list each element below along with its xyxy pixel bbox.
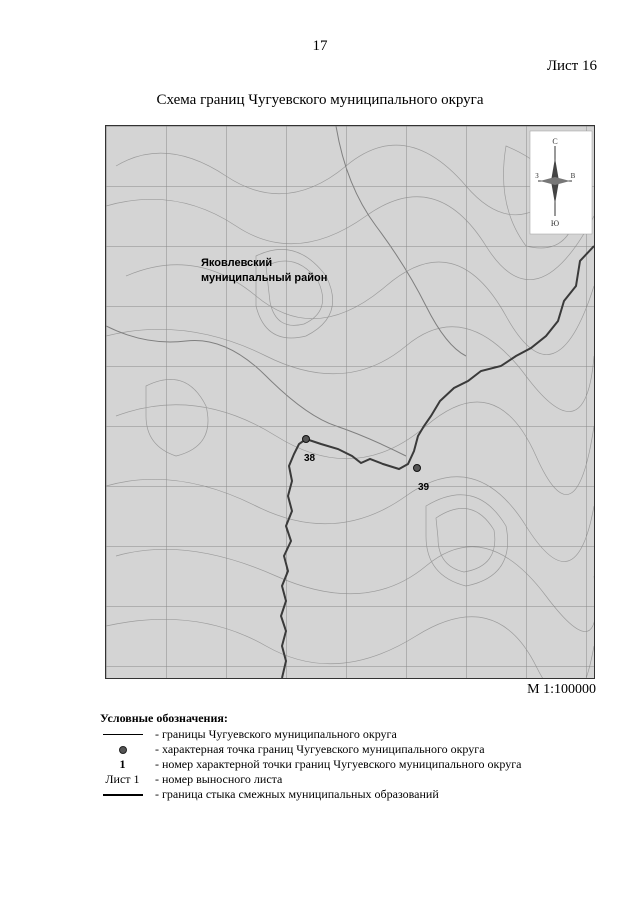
district-label-line1: Яковлевский [201,257,273,269]
legend-item [100,772,600,787]
legend-text: - границы Чугуевского муниципального округа [155,727,397,741]
point-label-39: 39 [418,482,430,493]
sheet-label: Лист 16 [546,58,597,74]
legend-text: - характерная точка границ Чугуевского муниципального округа [155,742,485,756]
page-title: Схема границ Чугуевского муниципального округа [156,92,484,108]
compass-west: З [535,172,539,180]
legend-text: - номер выносного листа [155,772,283,786]
compass-south: Ю [550,219,560,228]
legend-item [100,727,600,742]
legend-symbol-sheet [100,772,145,787]
legend-symbol-text: 1 [119,757,126,771]
point-label-38: 38 [304,453,316,464]
map-scale: М 1:100000 [527,682,596,697]
legend-symbol-text: Лист 1 [105,772,140,786]
legend-title: Условные обозначения: [100,711,228,725]
boundary-point-38 [303,436,310,443]
map-frame [105,125,595,679]
legend-symbol-boundary-line [100,734,145,735]
compass-east: В [570,172,576,180]
map-grid [106,126,594,678]
compass-rose [530,131,592,234]
legend-text: - граница стыка смежных муниципальных образований [155,787,439,801]
district-label-line2: муниципальный район [201,272,328,284]
legend-symbol-point-number [100,757,145,772]
legend-symbol-point-dot [100,746,145,754]
legend [100,711,600,802]
page-number: 17 [312,38,328,54]
legend-symbol-junction-line [100,794,145,796]
compass-north: С [552,137,558,146]
topographic-map [106,126,594,678]
legend-item [100,757,600,772]
boundary-point-39 [414,465,421,472]
legend-text: - номер характерной точки границ Чугуевского муниципального округа [155,757,522,771]
legend-item [100,742,600,757]
legend-item [100,787,600,802]
